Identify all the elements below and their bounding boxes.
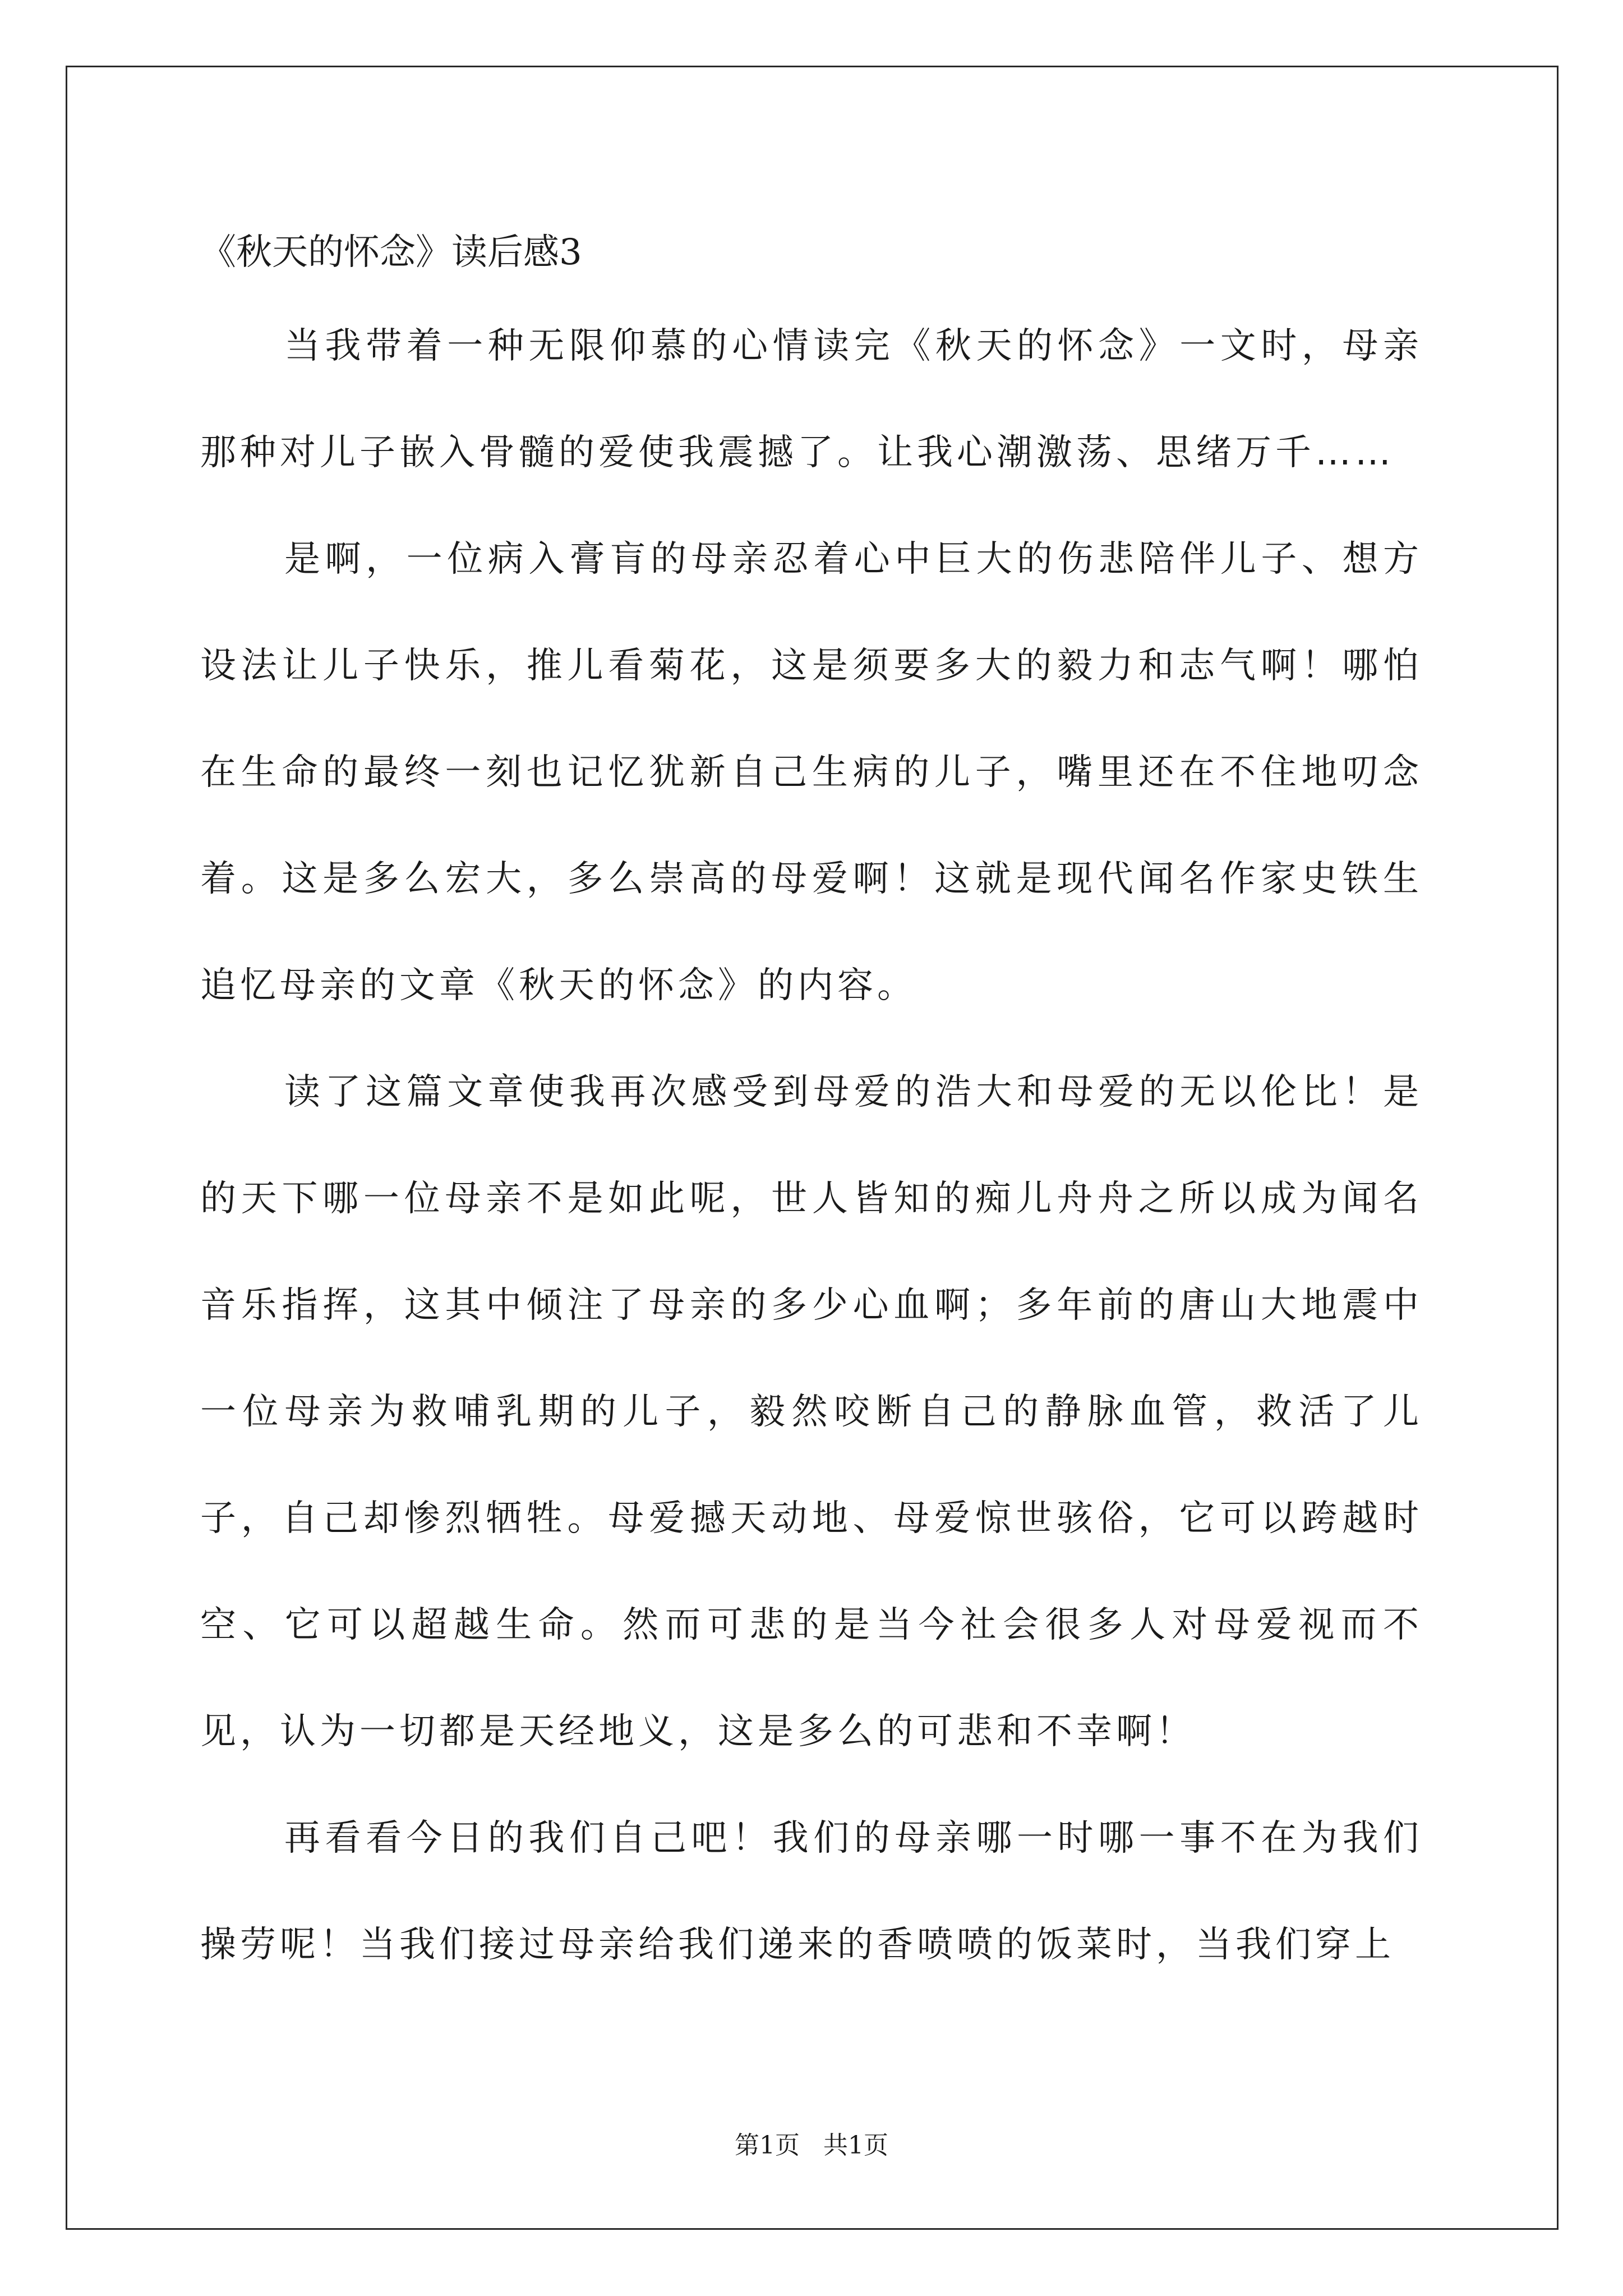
page-number: 第1页: [735, 2131, 800, 2160]
document-title: 《秋天的怀念》读后感3: [200, 232, 582, 273]
page-footer: [0, 2129, 1623, 2162]
page-total: 共1页: [823, 2131, 888, 2160]
document-body: [200, 293, 1423, 1998]
paragraph-4: 再看看今日的我们自己吧！我们的母亲哪一时哪一事不在为我们操劳呢！当我们接过母亲给我们递来的香喷喷的饭菜时，当我们穿上: [200, 1818, 1423, 1966]
paragraph-1: 当我带着一种无限仰慕的心情读完《秋天的怀念》一文时，母亲那种对儿子嵌入骨髓的爱使我震撼了。让我心潮激荡、思绪万千……: [200, 325, 1423, 473]
paragraph-3: 读了这篇文章使我再次感受到母爱的浩大和母爱的无以伦比！是的天下哪一位母亲不是如此呢，世人皆知的痴儿舟舟之所以成为闻名音乐指挥，这其中倾注了母亲的多少心血啊；多年前的唐山大地震中一位母亲为救哺乳期的儿子，毅然咬断自己的静脉血管，救活了儿子，自己却惨烈牺牲。母爱撼天动地、母爱惊世骇俗，它可以跨越时空、它可以超越生命。然而可悲的是当今社会很多人对母爱视而不见，认为一切都是天经地义，这是多么的可悲和不幸啊！: [200, 1071, 1423, 1752]
paragraph-2: 是啊，一位病入膏肓的母亲忍着心中巨大的伤悲陪伴儿子、想方设法让儿子快乐，推儿看菊花，这是须要多大的毅力和志气啊！哪怕在生命的最终一刻也记忆犹新自己生病的儿子，嘴里还在不住地叨念着。这是多么宏大，多么崇高的母爱啊！这就是现代闻名作家史铁生追忆母亲的文章《秋天的怀念》的内容。: [200, 539, 1423, 1006]
